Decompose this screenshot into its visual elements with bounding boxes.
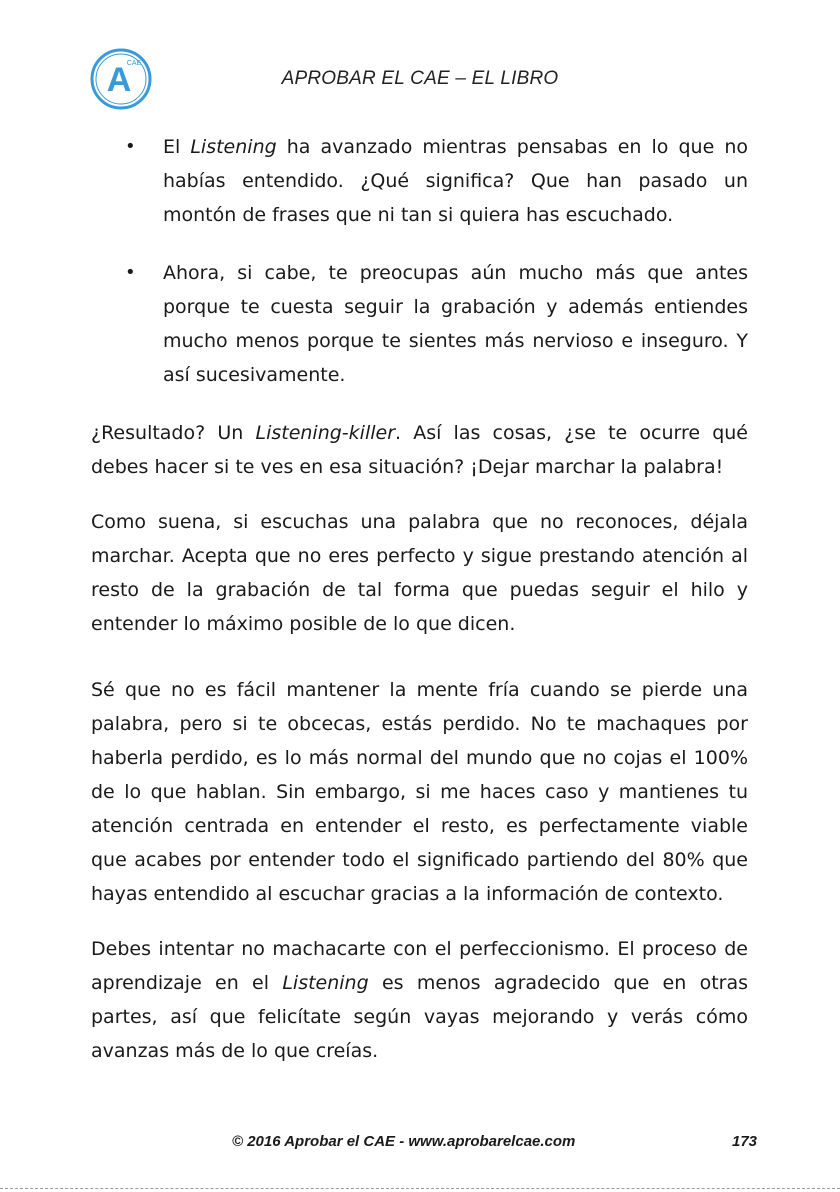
paragraph: Como suena, si escuchas una palabra que no reconoces, déjala marchar. Acepta que no eres perfecto y sigue prestando atención al resto de la grabación de tal forma que puedas seguir el hilo y entender lo máximo posible de lo que dicen. (91, 511, 748, 635)
paragraph: ¿Resultado? Un Listening-killer. Así las cosas, ¿se te ocurre qué debes hacer si te ves en esa situación? ¡Dejar marchar la palabra! (91, 422, 748, 478)
bullet-item: • El Listening ha avanzado mientras pensabas en lo que no habías entendido. ¿Qué significa? Que han pasado un montón de frases que ni tan si quiera has escuchado. (91, 130, 748, 232)
bullet-list (91, 130, 748, 392)
bullet-dot-icon: • (125, 136, 136, 157)
page-number: 173 (732, 1133, 758, 1150)
bullet-item: • Ahora, si cabe, te preocupas aún mucho más que antes porque te cuesta seguir la grabación y además entiendes mucho menos porque te sientes más nervioso e inseguro. Y así sucesivamente. (91, 256, 748, 392)
logo-letter: A (106, 61, 132, 99)
page-divider (0, 1188, 840, 1189)
footer-copyright: © 2016 Aprobar el CAE - www.aprobarelcae.com (232, 1133, 576, 1150)
header-title: APROBAR EL CAE – EL LIBRO (281, 68, 559, 89)
logo-tag: CAE (126, 60, 142, 67)
bullet-dot-icon: • (125, 262, 136, 283)
paragraph: Sé que no es fácil mantener la mente fría cuando se pierde una palabra, pero si te obcecas, estás perdido. No te machaques por haberla perdido, es lo más normal del mundo que no cojas el 100% de lo que hablan. Sin embargo, si me haces caso y mantienes tu atención centrada en entender el resto, es perfectamente viable que acabes por entender todo el significado partiendo del 80% que hayas entendido al escuchar gracias a la información de contexto. (91, 679, 748, 905)
page-content (91, 130, 748, 1089)
paragraph: Debes intentar no machacarte con el perfeccionismo. El proceso de aprendizaje en el Listening es menos agradecido que en otras partes, así que felicítate según vayas mejorando y verás cómo avanzas más de lo que creías. (91, 938, 749, 1062)
